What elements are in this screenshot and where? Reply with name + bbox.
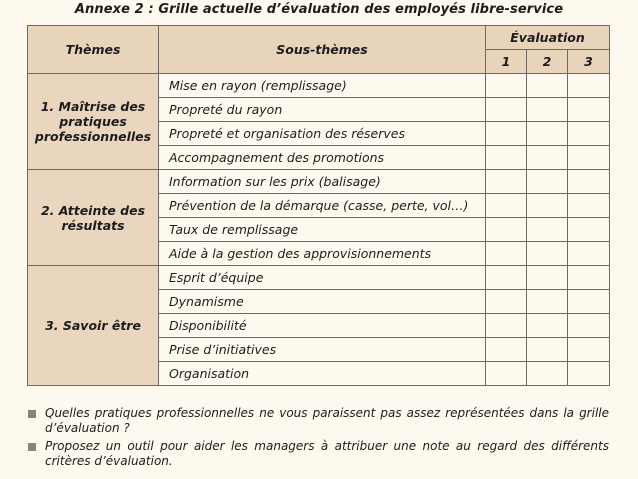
score-cell[interactable] <box>486 122 527 146</box>
score-cell[interactable] <box>568 362 610 386</box>
square-bullet-icon <box>28 410 36 418</box>
table-row <box>28 74 610 98</box>
score-cell[interactable] <box>527 314 568 338</box>
score-cell[interactable] <box>527 242 568 266</box>
score-cell[interactable] <box>527 266 568 290</box>
score-cell[interactable] <box>568 146 610 170</box>
sub-theme-cell: Dynamisme <box>159 290 486 314</box>
score-cell[interactable] <box>568 218 610 242</box>
score-cell[interactable] <box>527 74 568 98</box>
score-cell[interactable] <box>486 146 527 170</box>
square-bullet-icon <box>28 443 36 451</box>
evaluation-header: Évaluation <box>486 26 610 50</box>
sub-theme-cell: Disponibilité <box>159 314 486 338</box>
sub-theme-cell: Propreté et organisation des réserves <box>159 122 486 146</box>
table-row <box>28 170 610 194</box>
theme-cell: 3. Savoir être <box>28 266 159 386</box>
table-row <box>28 266 610 290</box>
score-cell[interactable] <box>527 362 568 386</box>
score-cell[interactable] <box>486 290 527 314</box>
score-cell[interactable] <box>486 98 527 122</box>
score-cell[interactable] <box>527 122 568 146</box>
score-cell[interactable] <box>568 194 610 218</box>
score-cell[interactable] <box>527 338 568 362</box>
evaluation-grid <box>27 25 610 386</box>
score-cell[interactable] <box>527 218 568 242</box>
score-cell[interactable] <box>568 266 610 290</box>
score-cell[interactable] <box>527 194 568 218</box>
question-item <box>27 406 609 436</box>
sub-theme-cell: Prise d’initiatives <box>159 338 486 362</box>
sub-theme-cell: Organisation <box>159 362 486 386</box>
score-cell[interactable] <box>486 74 527 98</box>
score-cell[interactable] <box>568 338 610 362</box>
sub-theme-cell: Accompagnement des promotions <box>159 146 486 170</box>
score-cell[interactable] <box>527 98 568 122</box>
document-title: Annexe 2 : Grille actuelle d’évaluation des employés libre-service <box>74 2 564 17</box>
sub-theme-cell: Esprit d’équipe <box>159 266 486 290</box>
score-cell[interactable] <box>527 170 568 194</box>
eval-level-1: 1 <box>486 50 527 74</box>
score-cell[interactable] <box>568 314 610 338</box>
score-cell[interactable] <box>568 170 610 194</box>
sub-theme-cell: Information sur les prix (balisage) <box>159 170 486 194</box>
question-text: Quelles pratiques professionnelles ne vous paraissent pas assez représentées dans la grille d’évaluation ? <box>45 406 609 435</box>
score-cell[interactable] <box>568 290 610 314</box>
score-cell[interactable] <box>486 170 527 194</box>
score-cell[interactable] <box>486 362 527 386</box>
theme-cell: 2. Atteinte des résultats <box>28 170 159 266</box>
sub-theme-cell: Taux de remplissage <box>159 218 486 242</box>
score-cell[interactable] <box>527 290 568 314</box>
sub-theme-cell: Prévention de la démarque (casse, perte, vol…) <box>159 194 486 218</box>
score-cell[interactable] <box>568 242 610 266</box>
theme-cell: 1. Maîtrise des pratiques professionnelles <box>28 74 159 170</box>
question-item <box>27 439 609 469</box>
themes-header: Thèmes <box>28 26 159 74</box>
score-cell[interactable] <box>568 122 610 146</box>
score-cell[interactable] <box>486 314 527 338</box>
score-cell[interactable] <box>486 242 527 266</box>
score-cell[interactable] <box>486 338 527 362</box>
score-cell[interactable] <box>486 218 527 242</box>
sous-themes-header: Sous-thèmes <box>159 26 486 74</box>
sub-theme-cell: Propreté du rayon <box>159 98 486 122</box>
sub-theme-cell: Mise en rayon (remplissage) <box>159 74 486 98</box>
score-cell[interactable] <box>486 194 527 218</box>
question-text: Proposez un outil pour aider les managers à attribuer une note au regard des différents critères d’évaluation. <box>45 439 609 468</box>
questions-list <box>27 406 609 472</box>
eval-level-2: 2 <box>527 50 568 74</box>
eval-level-3: 3 <box>568 50 610 74</box>
sub-theme-cell: Aide à la gestion des approvisionnements <box>159 242 486 266</box>
score-cell[interactable] <box>568 74 610 98</box>
score-cell[interactable] <box>527 146 568 170</box>
score-cell[interactable] <box>486 266 527 290</box>
score-cell[interactable] <box>568 98 610 122</box>
